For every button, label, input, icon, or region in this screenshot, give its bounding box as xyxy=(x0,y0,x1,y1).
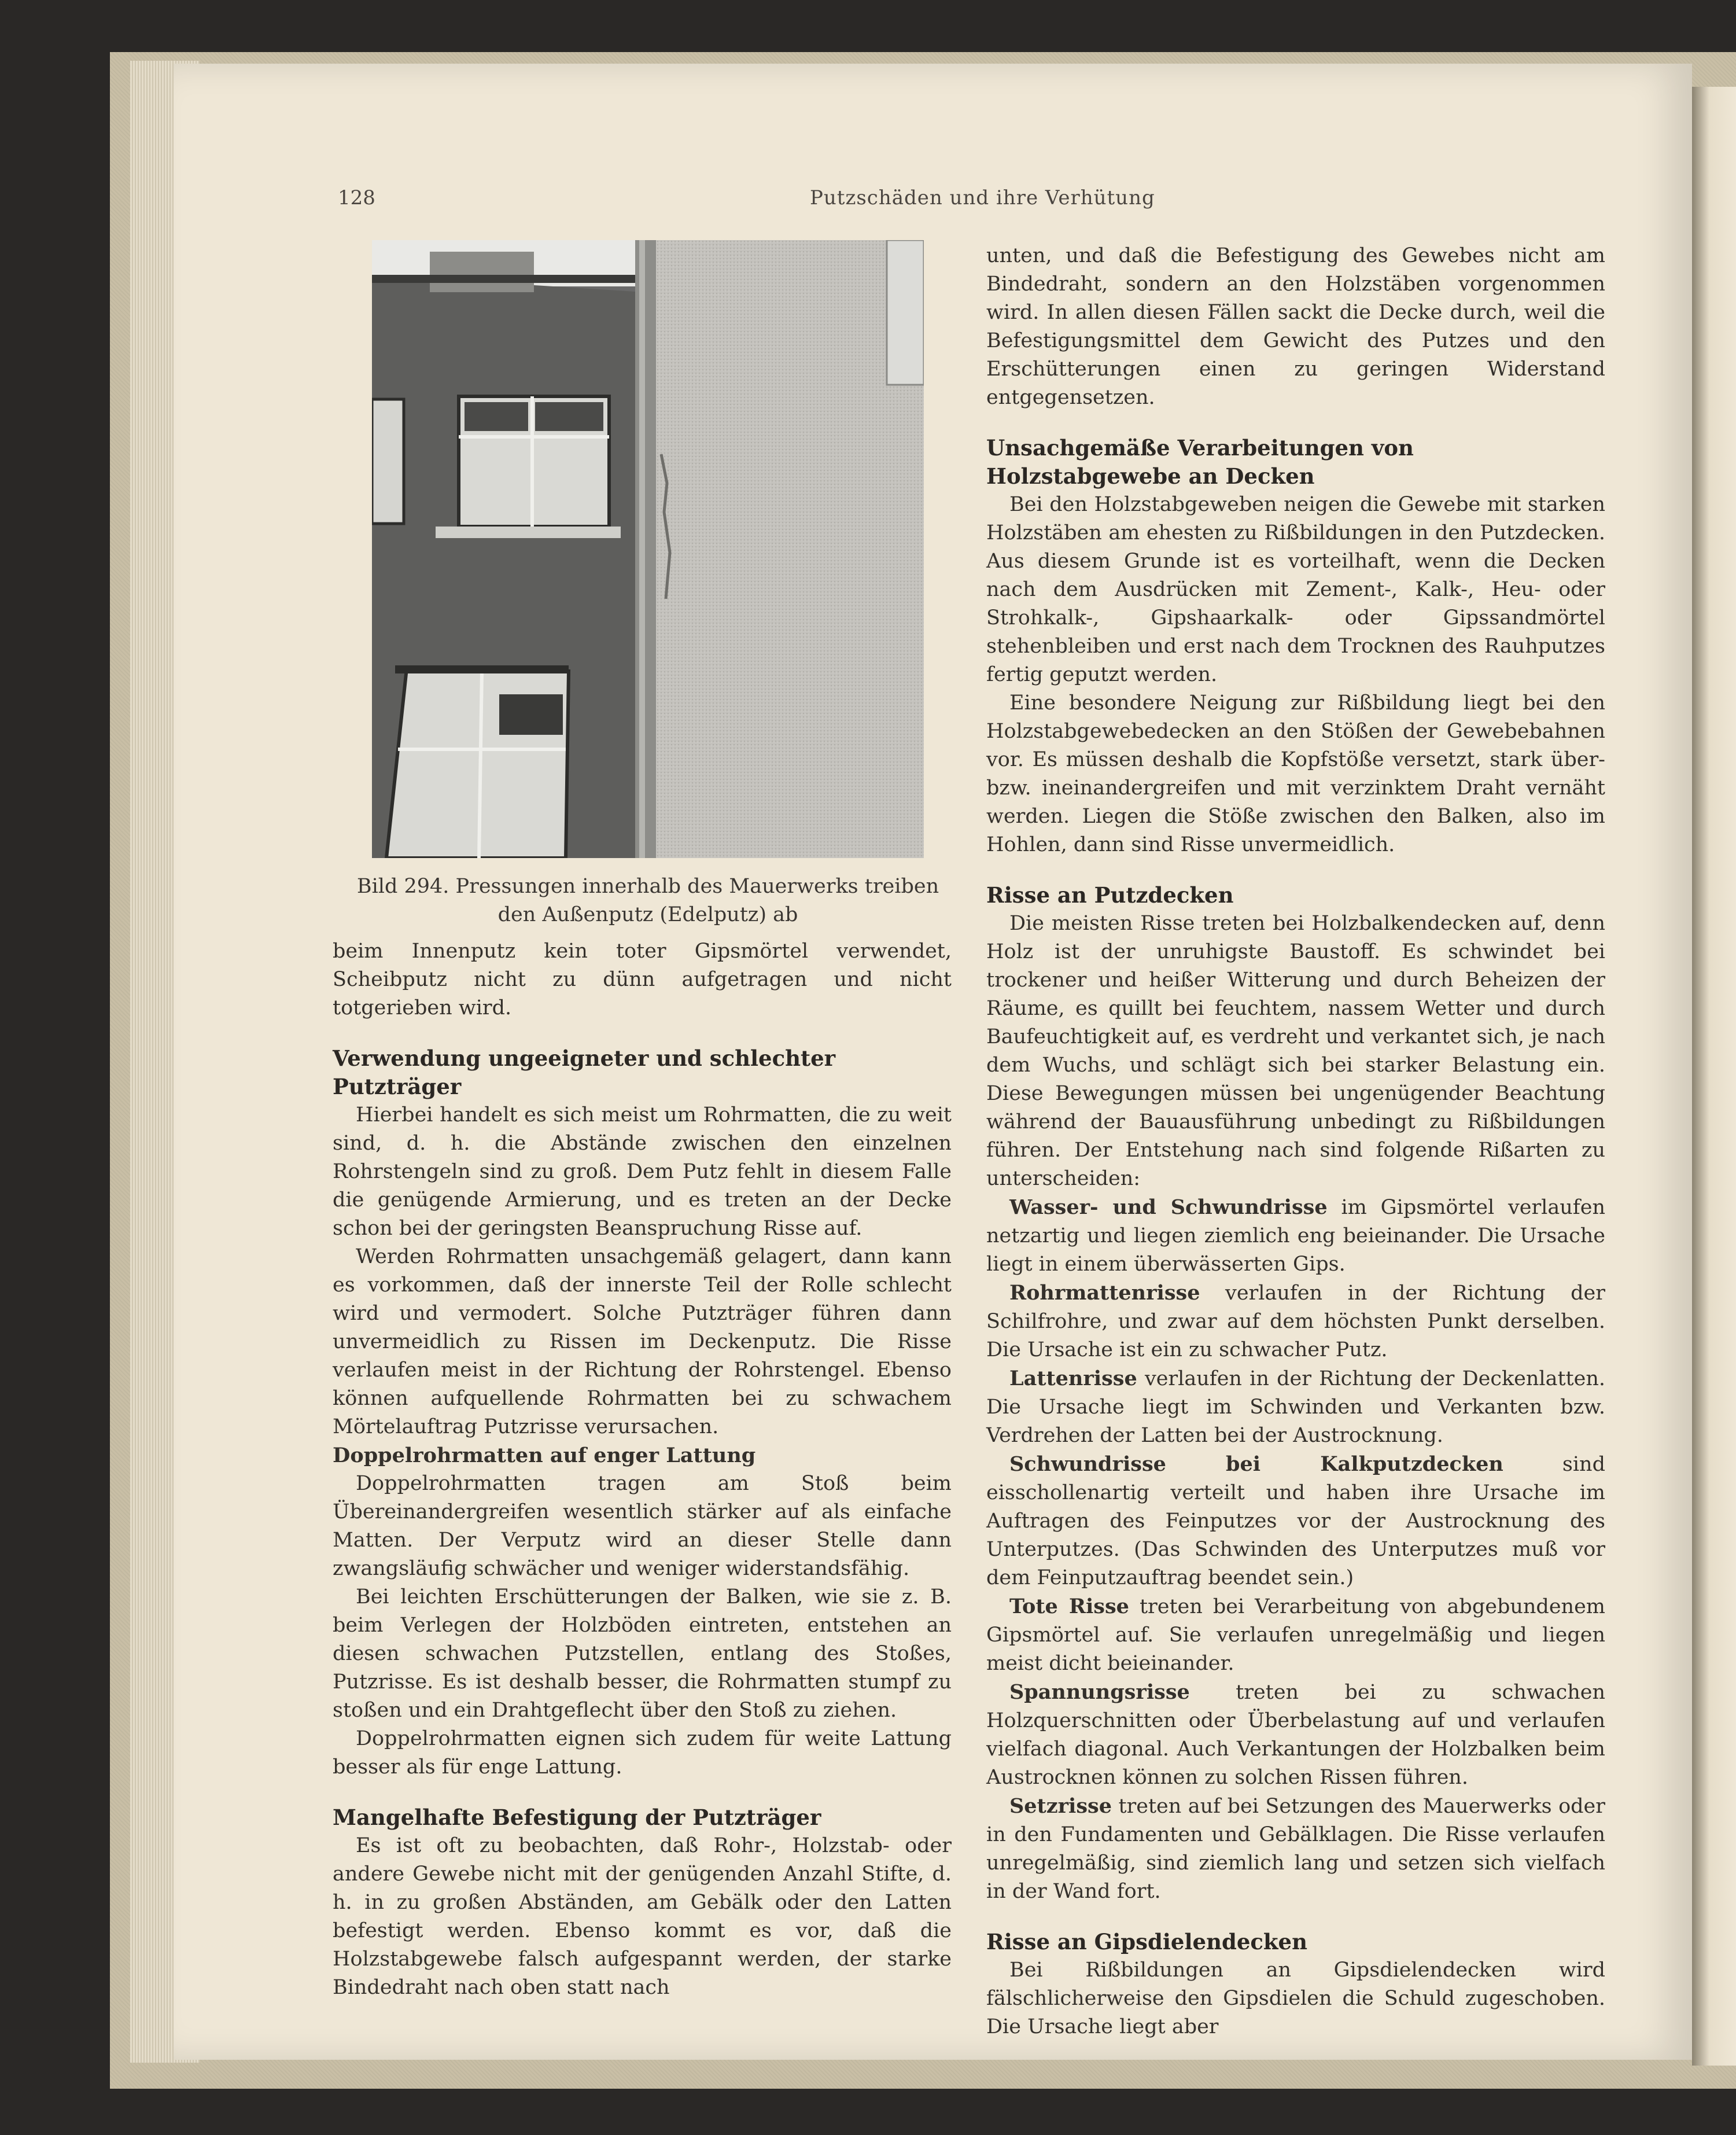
right-column xyxy=(986,242,1605,2041)
paragraph: Hierbei handelt es sich meist um Rohrmatten, die zu weit sind, d. h. die Abstände zwischen den einzelnen Rohrstengeln sind zu groß. Dem Putz fehlt in diesem Falle die genügende Armierung, und es treten an der Decke schon bei der geringsten Beanspruchung Risse auf. xyxy=(333,1103,952,1240)
paragraph: Es ist oft zu beobachten, daß Rohr-, Holzstab- oder andere Gewebe nicht mit der genügenden Anzahl Stifte, d. h. in zu großen Abständen, am Gebälk oder den Latten befestigt werden. Ebenso kommt es vor, daß die Holzstabgewebe falsch aufgespannt werden, der starke Bindedraht nach oben statt nach xyxy=(333,1834,952,1999)
section-heading: Mangelhafte Befestigung der Putzträger xyxy=(333,1805,821,1830)
definition: treten bei Verarbeitung von abgebundenem Gipsmörtel auf. Sie verlaufen unregelmäßig und liegen meist dicht beieinander. xyxy=(986,1595,1605,1675)
paragraph: unten, und daß die Befestigung des Gewebes nicht am Bindedraht, sondern an den Holzstäben vorgenommen wird. In allen diesen Fällen sackt die Decke durch, weil die Befestigungsmittel dem Gewicht des Putzes und den Erschütterungen einen zu geringen Widerstand entgegensetzen. xyxy=(986,244,1605,409)
paragraph: Bei leichten Erschütterungen der Balken, wie sie z. B. beim Verlegen der Holzböden eintreten, entstehen an diesen schwachen Putzstellen, entlang des Stoßes, Putzrisse. Es ist deshalb besser, die Rohrmatten stumpf zu stoßen und ein Drahtgeflecht über den Stoß zu ziehen. xyxy=(333,1585,952,1722)
paragraph xyxy=(986,1592,1605,1678)
caption-line-1: Bild 294. Pressungen innerhalb des Mauerwerks treiben xyxy=(356,875,939,898)
left-column xyxy=(333,937,952,2002)
figure-caption xyxy=(347,873,949,929)
paragraph xyxy=(986,1279,1605,1364)
definition: im Gipsmörtel verlaufen netzartig und liegen ziemlich eng beieinander. Die Ursache liegt in einem überwässerten Gips. xyxy=(986,1196,1605,1276)
page-number: 128 xyxy=(338,186,375,209)
paragraph xyxy=(986,1450,1605,1592)
definition: verlaufen in der Richtung der Schilfrohre, und zwar auf dem höchsten Punkt derselben. Die Ursache ist ein zu schwacher Putz. xyxy=(986,1282,1605,1361)
paragraph: beim Innenputz kein toter Gipsmörtel verwendet, Scheibputz nicht zu dünn aufgetragen und nicht totgerieben wird. xyxy=(333,940,952,1019)
section-heading: Verwendung ungeeigneter und schlechter Putzträger xyxy=(333,1046,836,1099)
term: Lattenrisse xyxy=(1009,1367,1137,1390)
section-heading: Risse an Putzdecken xyxy=(986,882,1234,908)
definition: sind eisschollenartig verteilt und haben ihre Ursache im Auftragen des Feinputzes vor der Austrocknung des Unterputzes. (Das Schwinden des Unterputzes muß vor dem Feinputzauftrag beendet sein.) xyxy=(986,1453,1605,1589)
paragraph: Doppelrohrmatten tragen am Stoß beim Übereinandergreifen wesentlich stärker auf als einfache Matten. Der Verputz wird an dieser Stelle dann zwangsläufig schwächer und weniger widerstandsfähig. xyxy=(333,1472,952,1580)
term: Rohrmattenrisse xyxy=(1009,1281,1200,1305)
paragraph xyxy=(986,1193,1605,1279)
paragraph xyxy=(986,1364,1605,1450)
term: Wasser- und Schwundrisse xyxy=(1009,1195,1328,1219)
running-head xyxy=(0,186,1736,221)
term: Tote Risse xyxy=(1009,1595,1129,1618)
subsection-heading: Doppelrohrmatten auf enger Lattung xyxy=(333,1444,756,1467)
paragraph: Werden Rohrmatten unsachgemäß gelagert, dann kann es vorkommen, daß der innerste Teil der Rolle schlecht wird und vermodert. Solche Putzträger führen dann unvermeidlich zu Rissen im Deckenputz. Die Risse verlaufen meist in der Richtung der Rohrstengel. Ebenso können aufquellende Rohrmatten bei zu schwachem Mörtelauftrag Putzrisse verursachen. xyxy=(333,1245,952,1438)
chapter-title: Putzschäden und ihre Verhütung xyxy=(810,186,1155,209)
paragraph xyxy=(986,1678,1605,1792)
section-heading: Unsachgemäße Verarbeitungen von Holzstabgewebe an Decken xyxy=(986,435,1414,489)
caption-line-2: den Außenputz (Edelputz) ab xyxy=(497,903,798,926)
definition: treten auf bei Setzungen des Mauerwerks oder in den Fundamenten und Gebälklagen. Die Risse verlaufen unregelmäßig, sind ziemlich lang und setzen sich vielfach in der Wand fort. xyxy=(986,1795,1605,1903)
figure-photo xyxy=(372,240,924,858)
definition: verlaufen in der Richtung der Deckenlatten. Die Ursache liegt im Schwinden und Verkanten bzw. Verdrehen der Latten bei der Austrocknung. xyxy=(986,1367,1605,1447)
paragraph: Bei den Holzstabgeweben neigen die Gewebe mit starken Holzstäben am ehesten zu Rißbildungen in den Putzdecken. Aus diesem Grunde ist es vorteilhaft, wenn die Decken nach dem Ausdrücken mit Zement-, Kalk-, Heu- oder Strohkalk-, Gipshaarkalk- oder Gipssandmörtel stehenbleiben und erst nach dem Trocknen des Rauhputzes fertig geputzt werden. xyxy=(986,493,1605,686)
term: Spannungsrisse xyxy=(1009,1680,1190,1704)
paragraph: Bei Rißbildungen an Gipsdielendecken wird fälschlicherweise den Gipsdielen die Schuld zugeschoben. Die Ursache liegt aber xyxy=(986,1959,1605,2038)
term: Setzrisse xyxy=(1009,1794,1112,1818)
building-facade-photo xyxy=(372,240,924,858)
paragraph: Doppelrohrmatten eignen sich zudem für weite Lattung besser als für enge Lattung. xyxy=(333,1727,952,1779)
paragraph: Eine besondere Neigung zur Rißbildung liegt bei den Holzstabgewebedecken an den Stößen der Gewebebahnen vor. Es müssen deshalb die Kopfstöße versetzt, stark über- bzw. ineinandergreifen und mit verzinktem Draht vernäht werden. Liegen die Stöße zwischen den Balken, also im Hohlen, dann sind Risse unvermeidlich. xyxy=(986,691,1605,856)
paragraph: Die meisten Risse treten bei Holzbalkendecken auf, denn Holz ist der unruhigste Baustoff. Es schwindet bei trockener und heißer Witterung und durch Beheizen der Räume, es quillt bei feuchtem, nassem Wetter und durch Baufeuchtigkeit auf, es verdreht und verkantet sich, je nach dem Wuchs, und schlägt sich bei starker Belastung ein. Diese Bewegungen müssen bei ungenügender Beachtung während der Bauausführung unbedingt zu Rißbildungen führen. Der Entstehung nach sind folgende Rißarten zu unterscheiden: xyxy=(986,912,1605,1190)
facing-page-edge xyxy=(1692,87,1736,2066)
definition: treten bei zu schwachen Holzquerschnitten oder Überbelastung auf und verlaufen vielfach diagonal. Auch Verkantungen der Holzbalken beim Austrocknen können zu solchen Rissen führen. xyxy=(986,1681,1605,1789)
paragraph xyxy=(986,1792,1605,1906)
section-heading: Risse an Gipsdielendecken xyxy=(986,1929,1307,1954)
term: Schwundrisse bei Kalkputzdecken xyxy=(1009,1452,1503,1476)
